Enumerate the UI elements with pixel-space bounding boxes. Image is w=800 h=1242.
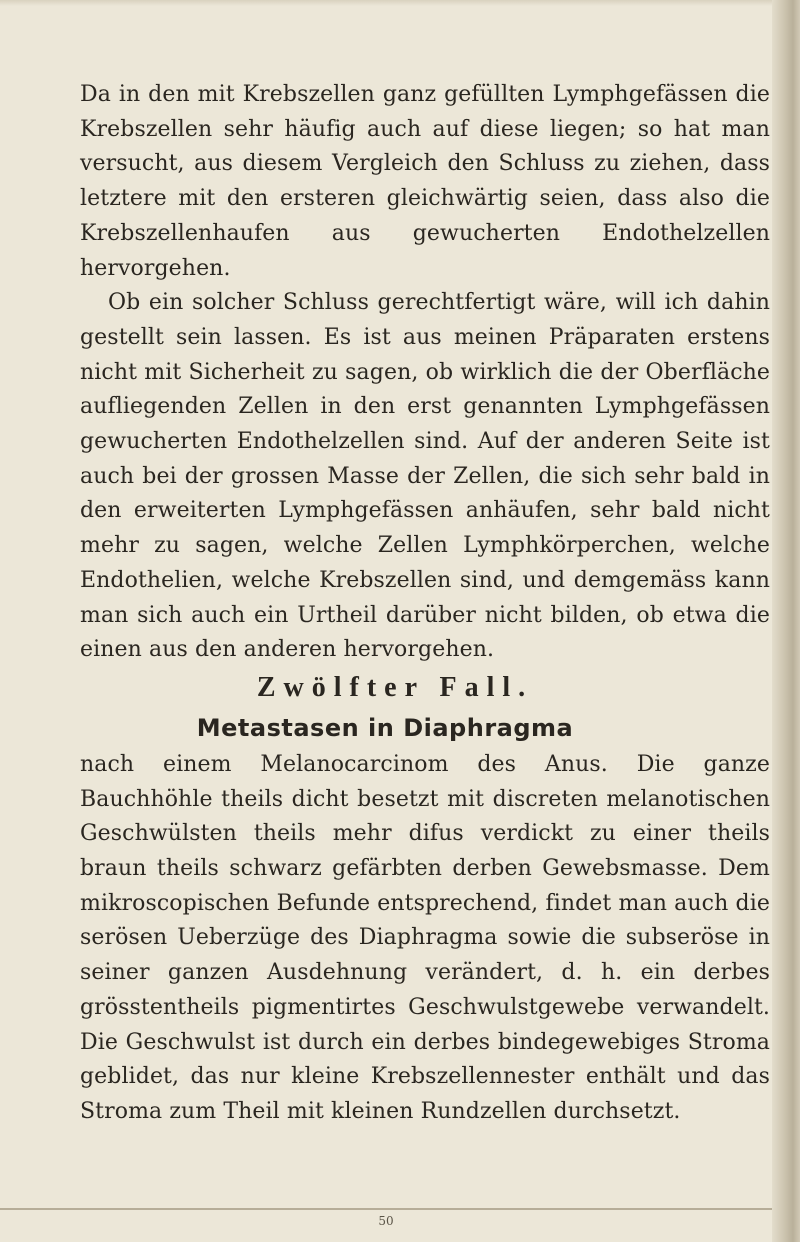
bottom-rule (0, 1208, 772, 1210)
case-description: nach einem Melanocarcinom des Anus. Die ganze Bauchhöhle theils dicht besetzt mit discreten melanotischen Geschwülsten theils mehr difus verdickt zu einer theils braun theils schwarz gefärbten derben Gewebsmasse. Dem mikroscopischen Befunde entsprechend, findet man auch die serösen Ueberzüge des Diaphragma sowie die subseröse in seiner ganzen Ausdehnung verändert, d. h. ein derbes grösstentheils pigmentirtes Geschwulstgewebe verwandelt. Die Geschwulst ist durch ein derbes bindegewebiges Stroma geblidet, das nur kleine Krebszellennester enthält und das Stroma zum Theil mit kleinen Rundzellen durchsetzt. (80, 751, 770, 1124)
chapter-title: Zwölfter Fall. (256, 671, 534, 703)
paragraph-1: Da in den mit Krebszellen ganz gefüllten Lymphgefässen die Krebszellen sehr häufig auch auf diese liegen; so hat man versucht, aus diesem Vergleich den Schluss zu ziehen, dass letztere mit den ersteren gleichwärtig seien, dass also die Krebszellenhaufen aus gewucherten Endothelzellen hervorgehen. (80, 82, 770, 281)
book-binding-edge (772, 0, 800, 1242)
chapter-subtitle: Metastasen in Diaphragma (196, 713, 574, 742)
page-text (80, 78, 770, 1130)
page-number: 50 (378, 1214, 394, 1228)
page-top-edge (0, 0, 800, 6)
paragraph-2: Ob ein solcher Schluss gerechtfertigt wäre, will ich dahin gestellt sein lassen. Es ist aus meinen Präparaten erstens nicht mit Sicherheit zu sagen, ob wirklich die der Oberfläche aufliegenden Zellen in den erst genannten Lymphgefässen gewucherten Endothelzellen sind. Auf der anderen Seite ist auch bei der grossen Masse der Zellen, die sich sehr bald in den erweiterten Lymphgefässen anhäufen, sehr bald nicht mehr zu sagen, welche Zellen Lymphkörperchen, welche Endothelien, welche Krebszellen sind, und demgemäss kann man sich auch ein Urtheil darüber nicht bilden, ob etwa die einen aus den anderen hervorgehen. (80, 290, 770, 663)
